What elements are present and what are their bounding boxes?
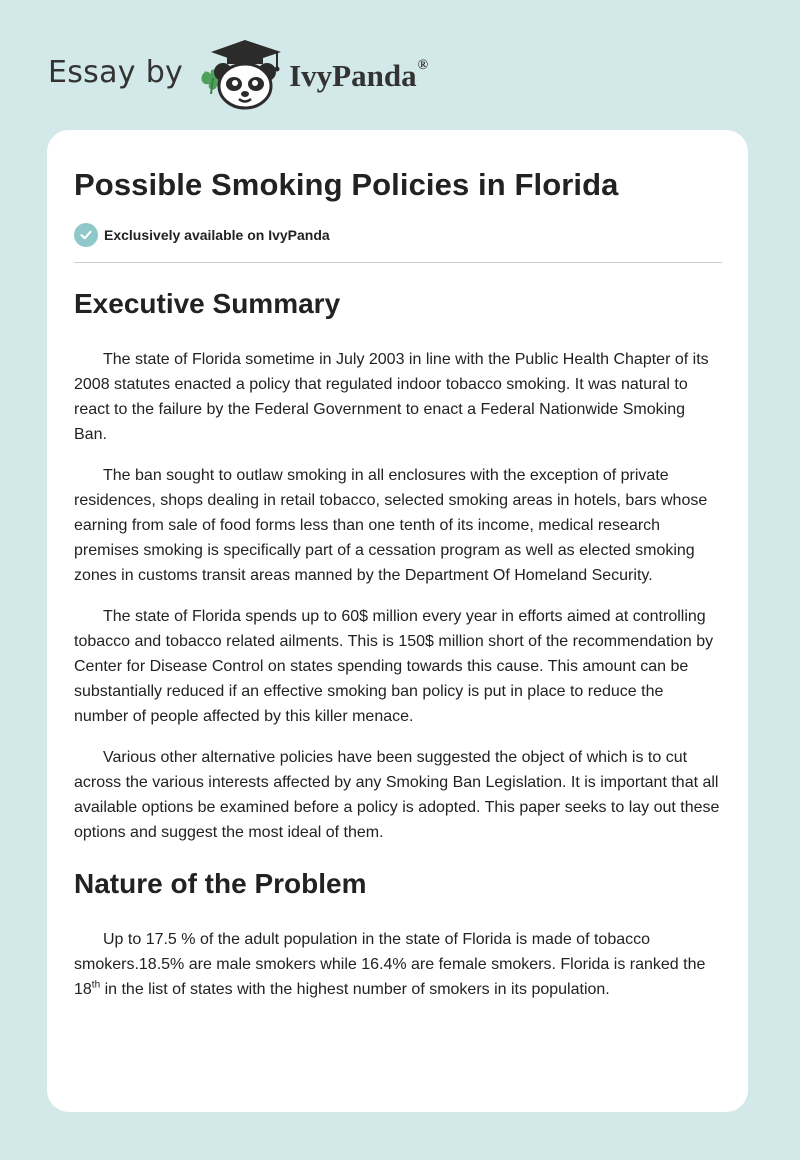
paragraph: The state of Florida spends up to 60$ million every year in efforts aimed at controlling tobacco and tobacco related ailments. This is 150$ million short of the recommendation by Center for Disease Control on states spending towards this cause. This amount can be substantially reduced if an effective smoking ban policy is put in place to reduce the number of people affected by this killer menace. — [74, 608, 714, 725]
brand-prefix: Essay by — [48, 54, 184, 90]
exclusive-badge — [74, 222, 722, 248]
section-heading: Executive Summary — [74, 288, 341, 319]
ordinal-suffix: th — [91, 979, 101, 991]
page-title: Possible Smoking Policies in Florida — [74, 167, 619, 202]
panda-mascot-icon — [197, 36, 285, 112]
title-divider — [74, 262, 722, 263]
paragraph: Up to 17.5 % of the adult population in the state of Florida is made of tobacco smokers.18.5% are male smokers while 16.4% are female smokers. Florida is ranked the 18th in the list of states with the highest number of smokers in its population. — [74, 931, 706, 998]
essay-card — [47, 130, 748, 1112]
site-logo[interactable] — [48, 36, 428, 112]
paragraph: The state of Florida sometime in July 2003 in line with the Public Health Chapter of its 2008 statutes enacted a policy that regulated indoor tobacco smoking. It was natural to react to the failure by the Federal Government to enact a Federal Nationwide Smoking Ban. — [74, 351, 709, 443]
brand-name: IvyPanda® — [289, 57, 429, 93]
paragraph: Various other alternative policies have been suggested the object of which is to cut across the various interests affected by any Smoking Ban Legislation. It is important that all available options be examined before a policy is adopted. This paper seeks to lay out these options and suggest the most ideal of them. — [74, 749, 720, 841]
section-body — [74, 347, 722, 845]
check-icon — [74, 223, 98, 247]
registered-mark: ® — [417, 57, 429, 73]
paragraph: The ban sought to outlaw smoking in all enclosures with the exception of private residences, shops dealing in retail tobacco, selected smoking areas in hotels, bars whose earning from sale of food forms less than one tenth of its income, medical research premises smoking is specifically part of a cessation program as well as elected smoking zones in customs transit areas manned by the Department Of Homeland Security. — [74, 467, 708, 584]
exclusive-badge-label: Exclusively available on IvyPanda — [104, 227, 330, 243]
section-body — [74, 927, 722, 1002]
section-heading: Nature of the Problem — [74, 868, 367, 899]
